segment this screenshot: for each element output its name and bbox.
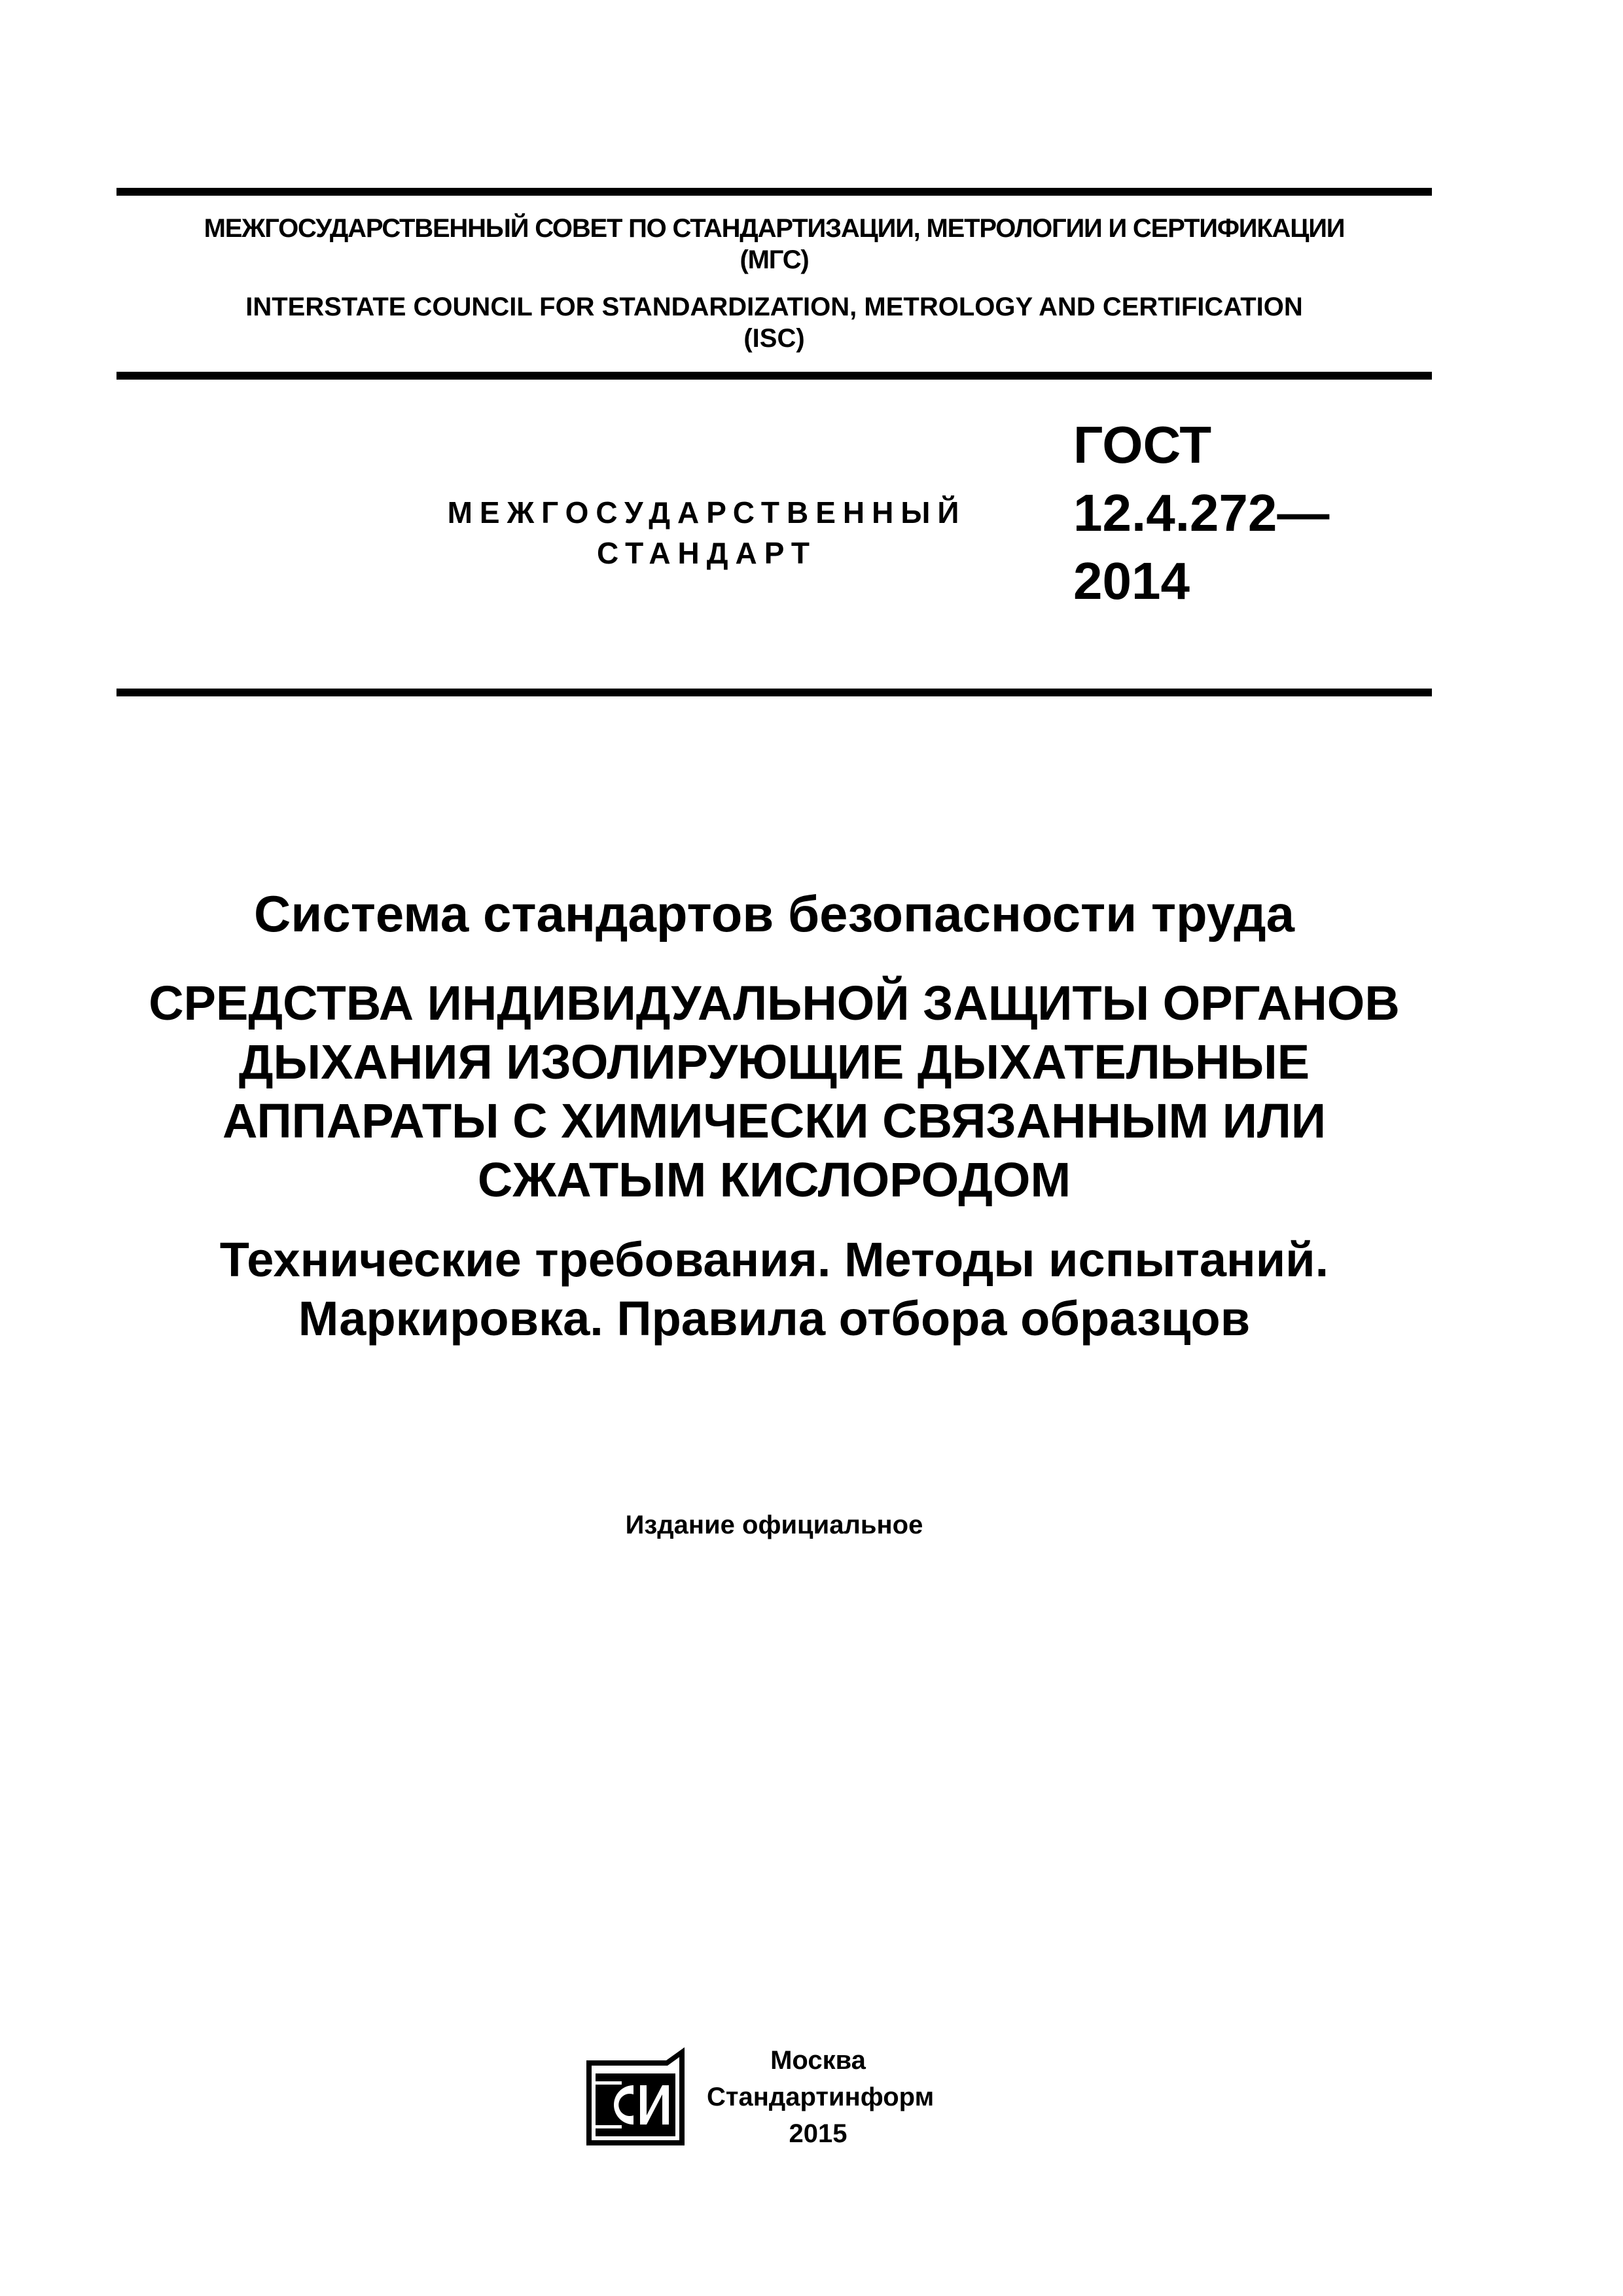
council-name-en-text: INTERSTATE COUNCIL FOR STANDARDIZATION, METROLOGY AND CERTIFICATION (245, 293, 1303, 321)
middle-rule (116, 372, 1432, 380)
council-name-ru (116, 213, 1432, 276)
subtitle (116, 1230, 1432, 1348)
designation-prefix: ГОСТ (1073, 416, 1212, 474)
publisher-name: Стандартинформ (707, 2083, 935, 2111)
subtitle-line: Маркировка. Правила отбора образцов (298, 1291, 1251, 1346)
system-title: Система стандартов безопасности труда (254, 885, 1294, 942)
standard-kind (419, 492, 995, 573)
main-title-line: СРЕДСТВА ИНДИВИДУАЛЬНОЙ ЗАЩИТЫ ОРГАНОВ (149, 976, 1400, 1030)
council-name-en (116, 291, 1432, 354)
council-abbr-ru: (МГС) (740, 245, 809, 274)
bottom-rule (116, 689, 1432, 696)
main-title (116, 974, 1432, 1210)
publisher-year: 2015 (789, 2119, 847, 2148)
main-title-line: ДЫХАНИЯ ИЗОЛИРУЮЩИЕ ДЫХАТЕЛЬНЫЕ (238, 1035, 1310, 1089)
main-title-line: АППАРАТЫ С ХИМИЧЕСКИ СВЯЗАННЫМ ИЛИ (222, 1094, 1327, 1148)
standard-kind-line2: СТАНДАРТ (597, 536, 817, 570)
publisher-imprint (707, 2042, 935, 2152)
main-title-line: СЖАТЫМ КИСЛОРОДОМ (477, 1153, 1071, 1207)
designation-year: 2014 (1073, 552, 1190, 610)
standard-kind-line1: МЕЖГОСУДАРСТВЕННЫЙ (447, 495, 967, 529)
edition-label: Издание официальное (625, 1511, 923, 1539)
council-abbr-en: (ISC) (743, 324, 805, 353)
publisher-city: Москва (770, 2046, 866, 2075)
council-name-ru-text: МЕЖГОСУДАРСТВЕННЫЙ СОВЕТ ПО СТАНДАРТИЗАЦИИ, МЕТРОЛОГИИ И СЕРТИФИКАЦИИ (204, 214, 1345, 243)
standartinform-logo-icon (586, 2047, 685, 2145)
top-rule (116, 188, 1432, 196)
subtitle-line: Технические требования. Методы испытаний. (219, 1232, 1329, 1287)
standard-designation (1073, 411, 1427, 615)
designation-number: 12.4.272— (1073, 484, 1330, 542)
